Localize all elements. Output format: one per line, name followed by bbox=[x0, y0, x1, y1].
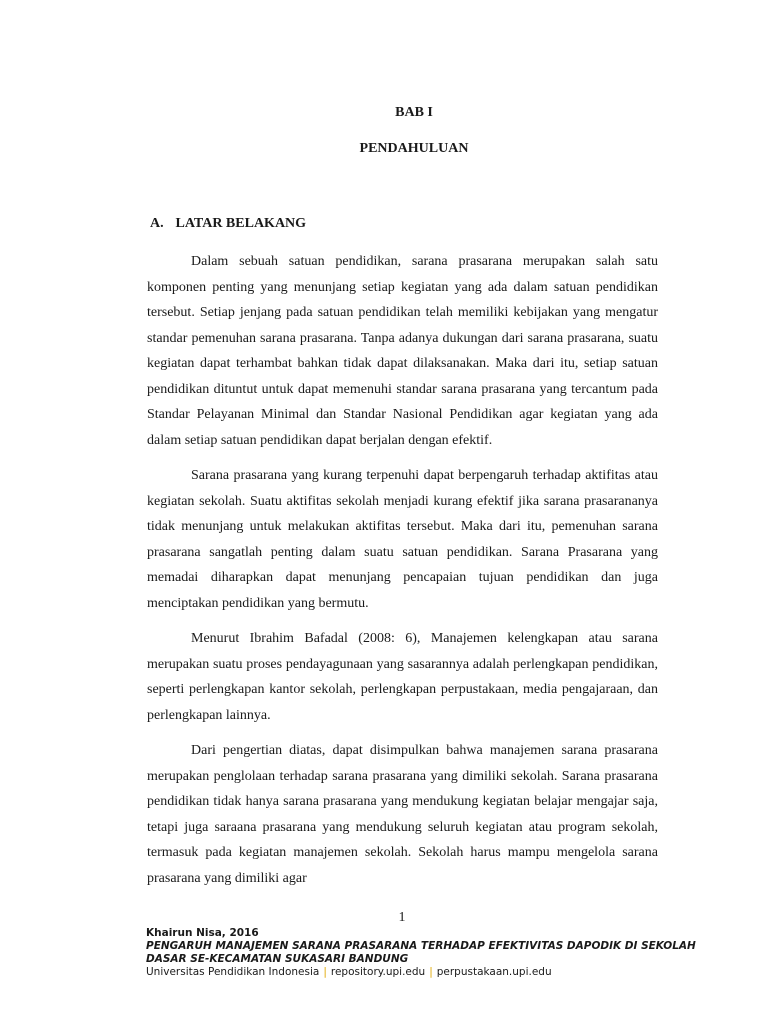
footer-repository-link[interactable]: repository.upi.edu bbox=[330, 966, 426, 978]
footer-separator-2: | bbox=[429, 966, 433, 978]
paragraph-4: Dari pengertian diatas, dapat disimpulkan bahwa manajemen sarana prasarana merupakan penglolaan terhadap sarana prasarana yang dimiliki sekolah. Sarana prasarana pendidikan tidak hanya sarana prasarana yang mendukung kegiatan belajar mengajar saja, tetapi juga saraana prasarana yang mendukung seluruh kegiatan atau program sekolah, termasuk pada kegiatan manajemen sekolah. Sekolah harus mampu mengelola sarana prasarana yang dimiliki agar bbox=[147, 743, 658, 886]
footer-links bbox=[146, 966, 706, 979]
footer-author: Khairun Nisa, 2016 bbox=[146, 927, 259, 939]
body-text bbox=[147, 249, 658, 891]
footer-thesis-title-line-1: PENGARUH MANAJEMEN SARANA PRASARANA TERHADAP EFEKTIVITAS DAPODIK DI SEKOLAH bbox=[146, 940, 696, 952]
footer-library-link[interactable]: perpustakaan.upi.edu bbox=[436, 966, 552, 978]
footer-university: Universitas Pendidikan Indonesia bbox=[146, 966, 320, 978]
footer-thesis-title-line-2: DASAR SE-KECAMATAN SUKASARI BANDUNG bbox=[146, 953, 409, 965]
footer-separator-1: | bbox=[323, 966, 327, 978]
page-footer bbox=[146, 927, 706, 979]
chapter-title: PENDAHULUAN bbox=[359, 141, 469, 156]
paragraph-2: Sarana prasarana yang kurang terpenuhi dapat berpengaruh terhadap aktifitas atau kegiatan sekolah. Suatu aktifitas sekolah menjadi kurang efektif jika sarana prasarananya tidak menunjang untuk melakukan aktifitas tersebut. Maka dari itu, pemenuhan sarana prasarana sangatlah penting dalam suatu satuan pendidikan. Sarana Prasarana yang memadai diharapkan dapat menunjang pencapaian tujuan pendidikan dan juga menciptakan pendidikan yang bermutu. bbox=[147, 468, 658, 611]
section-heading bbox=[150, 215, 306, 233]
chapter-number: BAB I bbox=[395, 105, 433, 120]
section-number: A. bbox=[150, 216, 164, 231]
paragraph-3: Menurut Ibrahim Bafadal (2008: 6), Manajemen kelengkapan atau sarana merupakan suatu proses pendayagunaan yang sasarannya adalah perlengkapan pendidikan, seperti perlengkapan kantor sekolah, perlengkapan perpustakaan, media pengajaraan, dan perlengkapan lainnya. bbox=[147, 631, 658, 723]
section-title: LATAR BELAKANG bbox=[175, 216, 307, 231]
page-number: 1 bbox=[398, 910, 406, 925]
paragraph-1: Dalam sebuah satuan pendidikan, sarana prasarana merupakan salah satu komponen penting yang menunjang setiap kegiatan yang ada dalam satuan pendidikan tersebut. Setiap jenjang pada satuan pendidikan telah memiliki kebijakan yang mengatur standar pemenuhan sarana prasarana. Tanpa adanya dukungan dari sarana prasarana, suatu kegiatan dapat terhambat bahkan tidak dapat dilaksanakan. Maka dari itu, setiap satuan pendidikan dituntut untuk dapat memenuhi standar sarana prasarana yang tercantum pada Standar Pelayanan Minimal dan Standar Nasional Pendidikan agar kegiatan yang ada dalam setiap satuan pendidikan dapat berjalan dengan efektif. bbox=[147, 254, 658, 448]
